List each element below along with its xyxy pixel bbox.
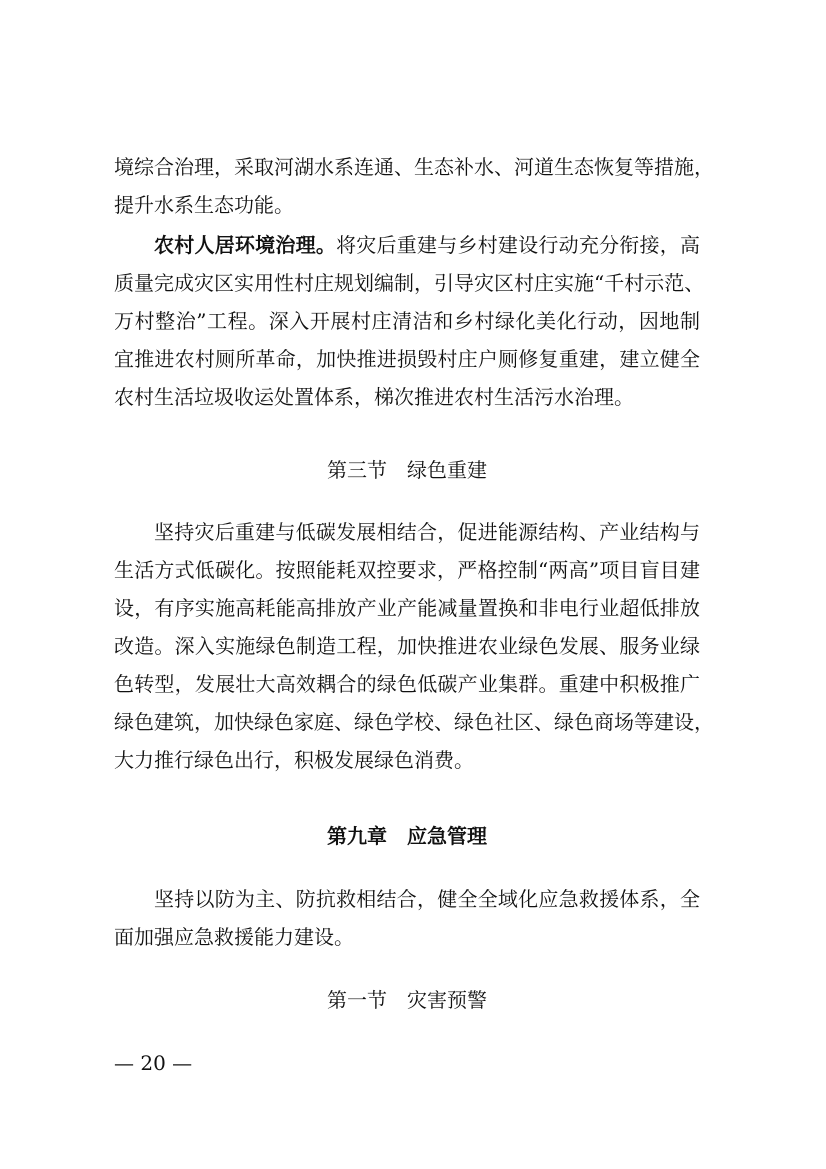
paragraph-line: 宜推进农村厕所革命，加快推进损毁村庄户厕修复重建，建立健全 — [114, 347, 700, 371]
paragraph-line: 提升水系生态功能。 — [114, 193, 294, 217]
paragraph-line: 改造。深入实施绿色制造工程，加快推进农业绿色发展、服务业绿 — [114, 634, 700, 658]
paragraph-line: 境综合治理，采取河湖水系连通、生态补水、河道生态恢复等措施， — [114, 155, 714, 179]
paragraph-line: 坚持灾后重建与低碳发展相结合，促进能源结构、产业结构与 — [154, 520, 700, 544]
section-heading: 第三节 绿色重建 — [327, 458, 487, 482]
page-number: — 20 — — [114, 1051, 193, 1075]
paragraph-line: 质量完成灾区实用性村庄规划编制，引导灾区村庄实施“千村示范、 — [114, 271, 705, 295]
paragraph-text: 将灾后重建与乡村建设行动充分衔接，高 — [336, 233, 701, 257]
paragraph-line: 生活方式低碳化。按照能耗双控要求，严格控制“两高”项目盲目建 — [114, 558, 700, 582]
paragraph-line: 色转型，发展壮大高效耦合的绿色低碳产业集群。重建中积极推广 — [114, 672, 700, 696]
section-heading: 第一节 灾害预警 — [327, 988, 487, 1012]
paragraph-line: 坚持以防为主、防抗救相结合，健全全域化应急救援体系，全 — [154, 887, 700, 911]
paragraph-line: 大力推行绿色出行，积极发展绿色消费。 — [114, 748, 474, 772]
paragraph-line: 面加强应急救援能力建设。 — [114, 925, 354, 949]
paragraph-line: 设，有序实施高耗能高排放产业产能减量置换和非电行业超低排放 — [114, 596, 700, 620]
paragraph-line: 农村生活垃圾收运处置体系，梯次推进农村生活污水治理。 — [114, 385, 634, 409]
paragraph-line: 万村整治”工程。深入开展村庄清洁和乡村绿化美化行动，因地制 — [114, 309, 700, 333]
paragraph-line: 绿色建筑，加快绿色家庭、绿色学校、绿色社区、绿色商场等建设， — [114, 710, 714, 734]
paragraph-line — [154, 226, 700, 264]
chapter-heading: 第九章 应急管理 — [327, 824, 487, 848]
paragraph-lead: 农村人居环境治理。 — [154, 233, 337, 257]
